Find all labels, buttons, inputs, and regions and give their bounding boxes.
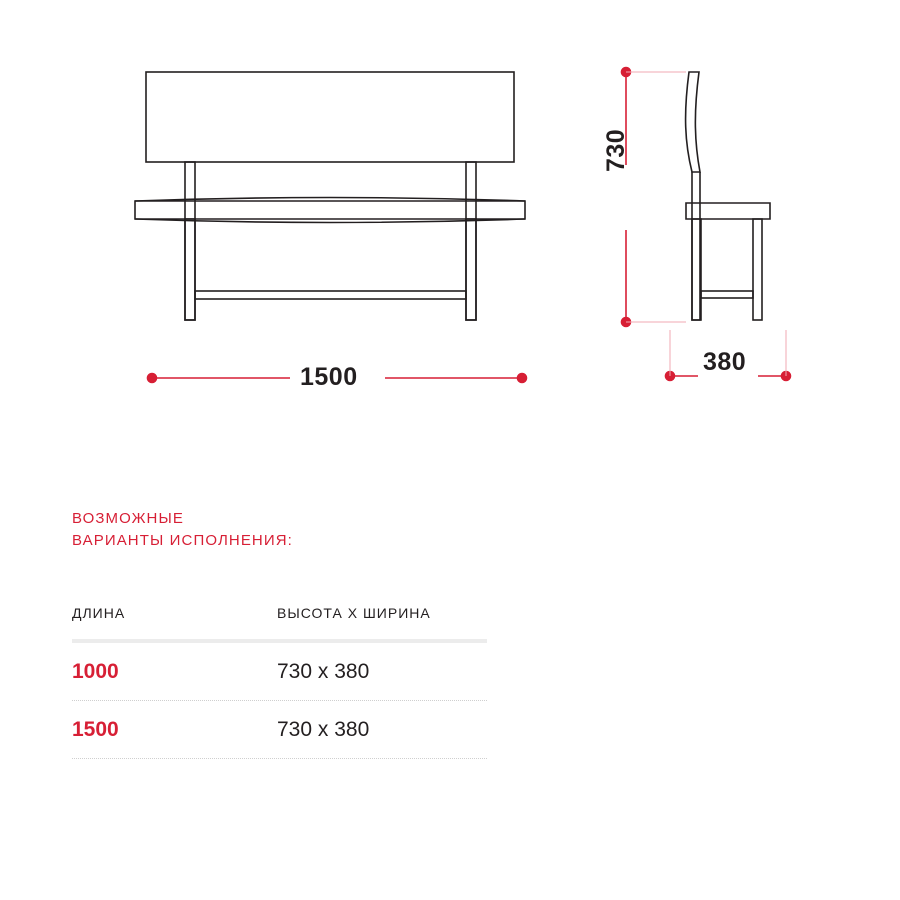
bench-side-view <box>686 72 770 320</box>
column-header-length: ДЛИНА <box>72 605 126 621</box>
table-row <box>72 643 487 701</box>
column-header-height-width: ВЫСОТА Х ШИРИНА <box>277 605 431 621</box>
options-title <box>72 508 293 552</box>
table-row <box>72 701 487 759</box>
technical-drawing <box>0 0 900 420</box>
dimension-height <box>622 68 687 327</box>
options-title-line-2: ВАРИАНТЫ ИСПОЛНЕНИЯ: <box>72 532 293 549</box>
table-header-row <box>72 605 487 639</box>
bench-front-view <box>135 72 525 320</box>
cell-length: 1500 <box>72 717 119 741</box>
dimension-height-label: 730 <box>602 128 630 172</box>
cell-height-width: 730 х 380 <box>277 717 370 741</box>
cell-length: 1000 <box>72 659 119 683</box>
dimension-depth-label: 380 <box>703 348 747 376</box>
options-title-line-1: ВОЗМОЖНЫЕ <box>72 510 184 527</box>
dimension-length-label: 1500 <box>300 363 358 391</box>
cell-height-width: 730 х 380 <box>277 659 370 683</box>
specification-table <box>72 605 487 759</box>
